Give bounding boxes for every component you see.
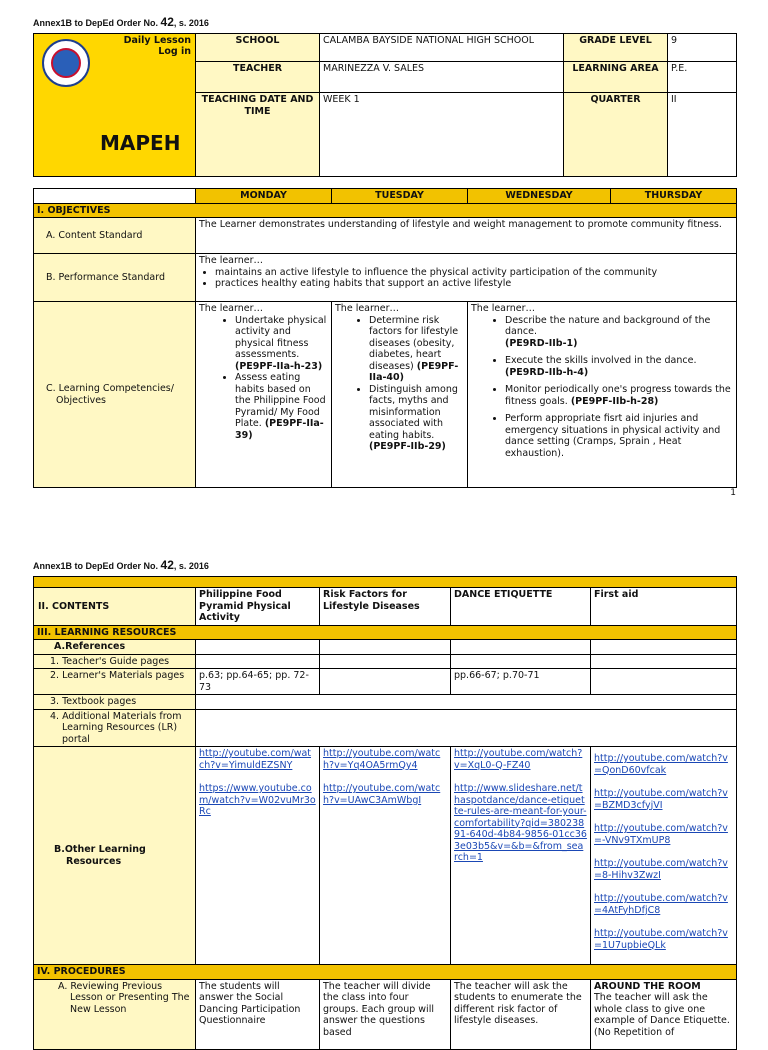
day-monday: MONDAY: [196, 189, 332, 204]
list-item: • Assess eating habits based on the Philippine Food Pyramid/ My Food Plate. (PE9PF-IIa-39): [235, 372, 328, 441]
resource-link[interactable]: http://youtube.com/watch?v=8-Hihv3ZwzI: [594, 858, 728, 881]
deped-seal-icon: [42, 39, 90, 87]
content-standard-text: The Learner demonstrates understanding of lifestyle and weight management to promote community fitness.: [196, 218, 737, 254]
content-standard-label: A. Content Standard: [34, 218, 196, 254]
annex-line-1: Annex1B to DepEd Order No. 42, s. 2016: [33, 15, 209, 29]
area-label: LEARNING AREA: [564, 62, 668, 93]
resource-link[interactable]: http://youtube.com/watch?v=BZMD3cfyjVI: [594, 788, 728, 811]
list-item: • Perform appropriate fisrt aid injuries and emergency situations in physical activity and dance setting (Cramps, Sprain , Heat exhaustion).: [505, 413, 733, 459]
contents-tuesday: Risk Factors for Lifestyle Diseases: [320, 588, 451, 626]
teacher-value: MARINEZZA V. SALES: [320, 62, 564, 93]
header-logo-cell: [34, 34, 196, 177]
links-monday: [196, 747, 320, 965]
contents-heading: II. CONTENTS: [34, 588, 196, 626]
subject-title: MAPEH: [100, 131, 181, 155]
procedure-a-label: A. Reviewing Previous Lesson or Presenting The New Lesson: [34, 979, 196, 1049]
tg-label: 1. Teacher's Guide pages: [34, 654, 196, 669]
contents-thursday: First aid: [591, 588, 737, 626]
school-label: SCHOOL: [196, 34, 320, 62]
procedure-a-tuesday: The teacher will divide the class into four groups. Each group will answer the questions based: [320, 979, 451, 1049]
header-table: [33, 33, 737, 177]
resource-link[interactable]: http://youtube.com/watch?v=4AtFyhDfjC8: [594, 893, 728, 916]
performance-standard-text: The learner… • maintains an active lifestyle to influence the physical activity participation of the community • practices healthy eating habits that support an active lifestyle: [196, 254, 737, 302]
list-item: • practices healthy eating habits that support an active lifestyle: [215, 278, 733, 290]
references-label: A.References: [34, 640, 196, 655]
objectives-table: [33, 188, 737, 488]
lesson-table: [33, 576, 737, 1050]
resources-heading: III. LEARNING RESOURCES: [34, 625, 737, 640]
date-value: WEEK 1: [320, 93, 564, 177]
school-value: CALAMBA BAYSIDE NATIONAL HIGH SCHOOL: [320, 34, 564, 62]
comp-wednesday: The learner… • Describe the nature and background of the dance. (PE9RD-IIb-1) • Execute the skills involved in the dance. (PE9RD-IIb-h-4) • Monitor periodically one's progress towards the fitness goals. (PE9PF-IIb-h-28) • Perform appropriate fisrt aid injuries and emergency situations in physical activity and dance setting (Cramps, Sprain , Heat exhaustion).: [468, 302, 737, 488]
contents-monday: Philippine Food Pyramid Physical Activity: [196, 588, 320, 626]
lm-label: 2. Learner's Materials pages: [34, 669, 196, 695]
list-item: • maintains an active lifestyle to influence the physical activity participation of the community: [215, 267, 733, 279]
list-item: • Determine risk factors for lifestyle diseases (obesity, diabetes, heart diseases) (PE9PF-IIa-40): [369, 315, 464, 384]
list-item: • Describe the nature and background of the dance. (PE9RD-IIb-1): [505, 315, 733, 350]
comp-monday: The learner… • Undertake physical activity and physical fitness assessments. (PE9PF-IIa-h-23) • Assess eating habits based on the Philippine Food Pyramid/ My Food Plate. (PE9PF-IIa-39): [196, 302, 332, 488]
resource-link[interactable]: https://www.youtube.com/watch?v=W02vuMr3oRc: [199, 783, 316, 817]
lm-wednesday: pp.66-67; p.70-71: [451, 669, 591, 695]
competencies-label: C. Learning Competencies/ Objectives: [34, 302, 196, 488]
page-number: 1: [730, 488, 736, 498]
list-item: • Undertake physical activity and physical fitness assessments. (PE9PF-IIa-h-23): [235, 315, 328, 373]
contents-wednesday: DANCE ETIQUETTE: [451, 588, 591, 626]
objectives-heading: I. OBJECTIVES: [34, 203, 737, 218]
resource-link[interactable]: http://youtube.com/watch?v=YimuldEZSNY: [199, 748, 312, 771]
grade-value: 9: [668, 34, 737, 62]
day-tuesday: TUESDAY: [332, 189, 468, 204]
other-resources-label: B.Other Learning Resources: [34, 747, 196, 965]
date-label: TEACHING DATE AND TIME: [196, 93, 320, 177]
procedures-heading: IV. PROCEDURES: [34, 965, 737, 980]
links-thursday: [591, 747, 737, 965]
resource-link[interactable]: http://youtube.com/watch?v=QonD60vfcak: [594, 753, 728, 776]
list-item: • Execute the skills involved in the dance. (PE9RD-IIb-h-4): [505, 355, 733, 378]
list-item: • Distinguish among facts, myths and misinformation associated with eating habits. (PE9PF-IIb-29): [369, 384, 464, 453]
comp-tuesday: The learner… • Determine risk factors for lifestyle diseases (obesity, diabetes, heart diseases) (PE9PF-IIa-40) • Distinguish among facts, myths and misinformation associated with eating habits. (PE9PF-IIb-29): [332, 302, 468, 488]
links-tuesday: [320, 747, 451, 965]
quarter-label: QUARTER: [564, 93, 668, 177]
resource-link[interactable]: http://youtube.com/watch?v=XqL0-Q-FZ40: [454, 748, 583, 771]
resource-link[interactable]: http://youtube.com/watch?v=UAwC3AmWbgI: [323, 783, 441, 806]
teacher-label: TEACHER: [196, 62, 320, 93]
textbook-label: 3. Textbook pages: [34, 695, 196, 710]
lm-monday: p.63; pp.64-65; pp. 72-73: [196, 669, 320, 695]
log-title: Daily Lesson Log in: [123, 35, 191, 57]
list-item: • Monitor periodically one's progress towards the fitness goals. (PE9PF-IIb-h-28): [505, 384, 733, 407]
additional-label: 4. Additional Materials from Learning Resources (LR) portal: [34, 709, 196, 747]
resource-link[interactable]: http://www.slideshare.net/thaspotdance/dance-etiquette-rules-are-meant-for-your-comfortability?qid=38023891-640d-4b84-9856-01cc363e03b5&v=&b=&from_search=1: [454, 783, 587, 863]
quarter-value: II: [668, 93, 737, 177]
procedure-a-wednesday: The teacher will ask the students to enumerate the different risk factor of lifestyle diseases.: [451, 979, 591, 1049]
procedure-a-thursday: AROUND THE ROOM The teacher will ask the whole class to give one example of Dance Etiquette. (No Repetition of: [591, 979, 737, 1049]
annex-line-2: Annex1B to DepEd Order No. 42, s. 2016: [33, 558, 209, 572]
procedure-a-monday: The students will answer the Social Dancing Participation Questionnaire: [196, 979, 320, 1049]
day-thursday: THURSDAY: [611, 189, 737, 204]
day-wednesday: WEDNESDAY: [468, 189, 611, 204]
area-value: P.E.: [668, 62, 737, 93]
grade-label: GRADE LEVEL: [564, 34, 668, 62]
resource-link[interactable]: http://youtube.com/watch?v=Yq4OA5rmQy4: [323, 748, 441, 771]
links-wednesday: [451, 747, 591, 965]
resource-link[interactable]: http://youtube.com/watch?v=-VNv9TXmUP8: [594, 823, 728, 846]
resource-link[interactable]: http://youtube.com/watch?v=1U7upbieQLk: [594, 928, 728, 951]
performance-standard-label: B. Performance Standard: [34, 254, 196, 302]
